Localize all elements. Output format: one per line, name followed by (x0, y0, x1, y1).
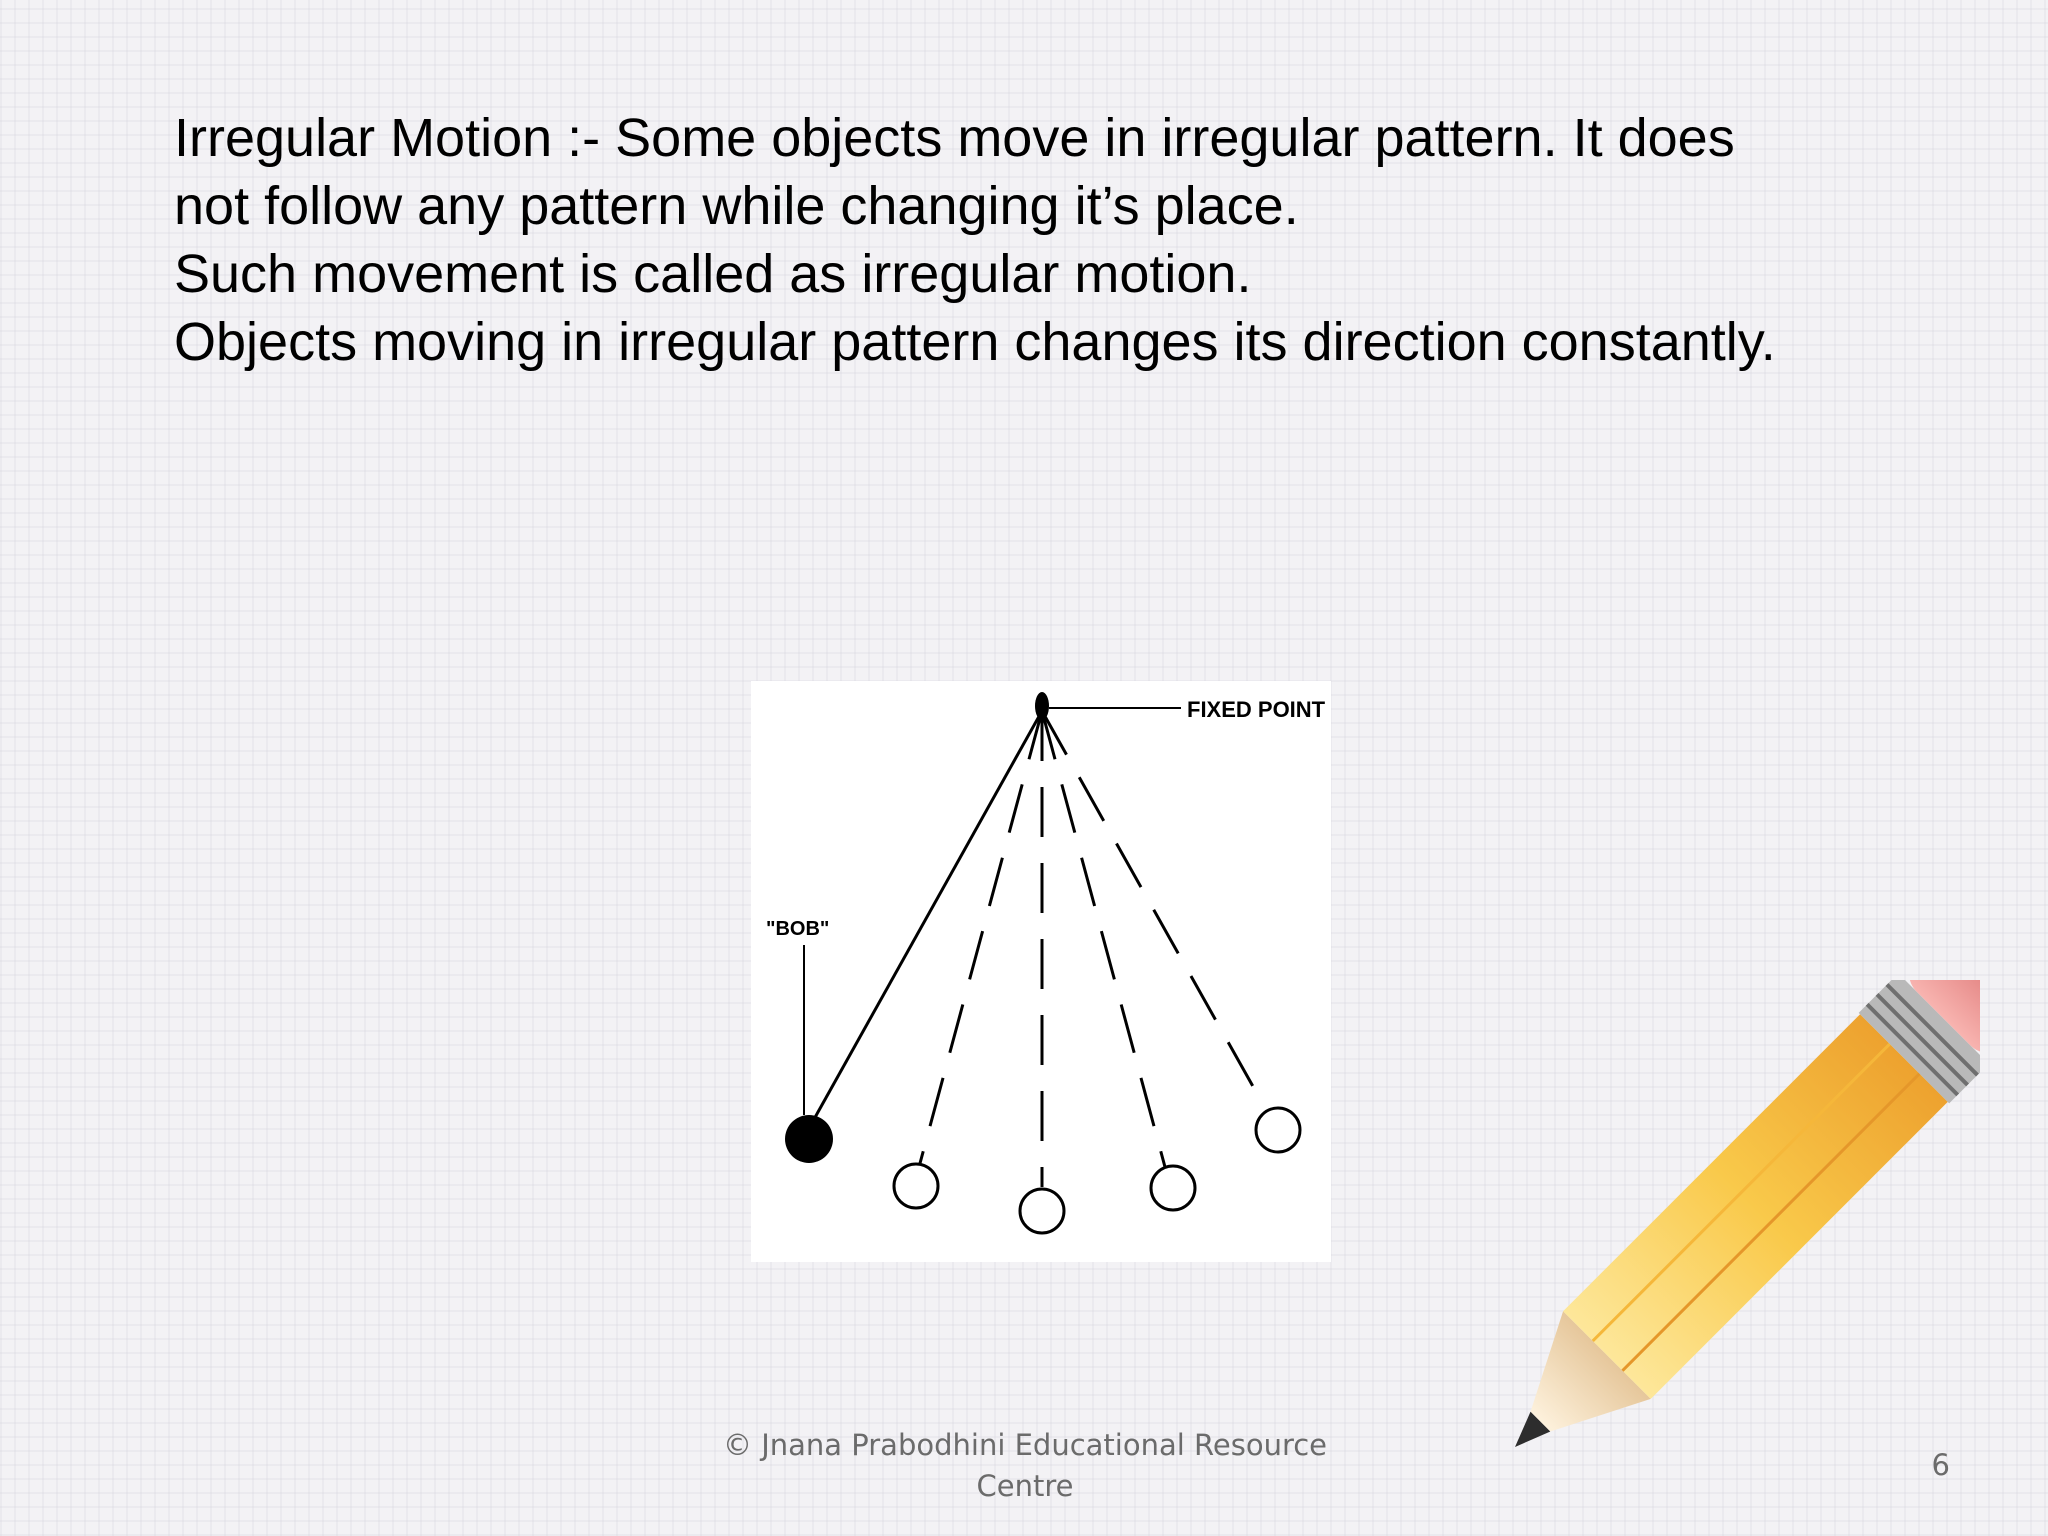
body-line-3: Such movement is called as irregular motion. (174, 244, 1252, 304)
bob-outline-4 (1256, 1108, 1300, 1152)
footer-line-1: © Jnana Prabodhini Educational Resource (722, 1428, 1328, 1462)
pencil-icon (1440, 980, 1980, 1485)
pendulum-string-dashed-1 (919, 711, 1042, 1167)
body-line-2: not follow any pattern while changing it’s place. (174, 176, 1299, 236)
bob-outline-3 (1151, 1166, 1195, 1210)
footer-line-2: Centre (976, 1469, 1074, 1503)
body-line-4: Objects moving in irregular pattern changes its direction constantly. (174, 312, 1776, 372)
body-line-1: Irregular Motion :- Some objects move in irregular pattern. It does (174, 108, 1735, 168)
footer-copyright (700, 1425, 1350, 1507)
fixed-point-label: FIXED POINT (1187, 697, 1326, 722)
pendulum-string-dashed-3 (1042, 711, 1165, 1167)
bob-filled (785, 1115, 833, 1163)
pendulum-string-solid (813, 711, 1042, 1121)
pendulum-string-dashed-4 (1042, 711, 1264, 1106)
bob-outline-2 (1020, 1189, 1064, 1233)
bob-label: "BOB" (766, 918, 830, 940)
bob-outline-1 (894, 1164, 938, 1208)
slide-body-text (174, 104, 1974, 376)
page-number: 6 (1931, 1448, 1950, 1482)
pendulum-diagram (751, 681, 1331, 1262)
pendulum-figure (751, 681, 1331, 1262)
